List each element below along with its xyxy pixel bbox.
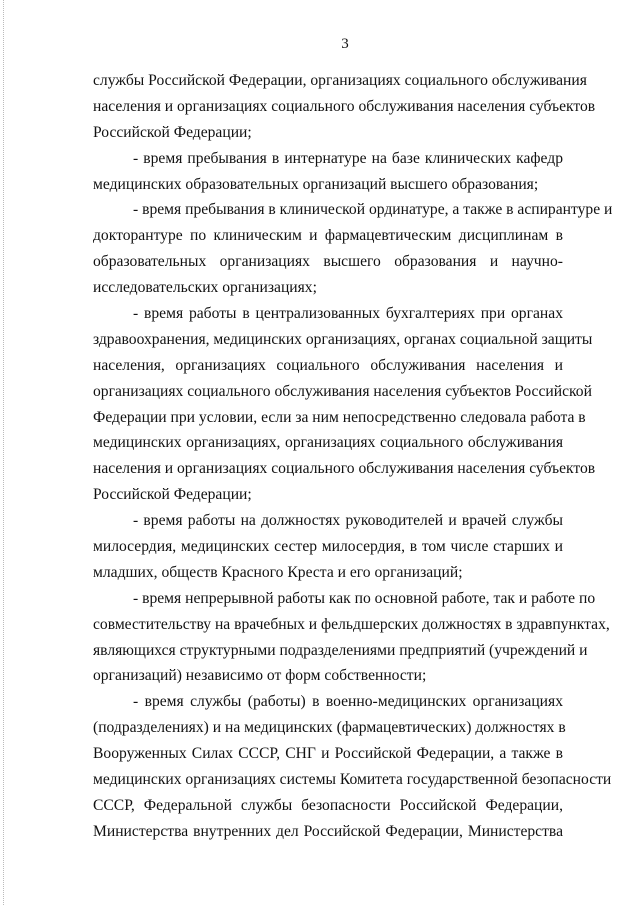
text-line: населения, организациях социального обслуживания населения и (93, 356, 563, 374)
text-line: являющихся структурными подразделениями предприятий (учреждений и (93, 641, 588, 659)
text-line: населения и организациях социального обслуживания населения субъектов (93, 97, 596, 115)
text-line: Российской Федерации; (93, 123, 252, 141)
text-line: медицинских образовательных организаций высшего образования; (93, 175, 539, 193)
text-line: здравоохранения, медицинских организациях, органах социальной защиты (93, 330, 593, 348)
text-line: образовательных организациях высшего образования и научно- (93, 253, 563, 271)
text-line: - время работы в централизованных бухгалтериях при органах (133, 305, 563, 323)
text-line: населения и организациях социального обслуживания населения субъектов (93, 460, 596, 478)
text-line: - время службы (работы) в военно-медицинских организациях (133, 693, 563, 711)
text-line: - время непрерывной работы как по основной работе, так и работе по (133, 589, 596, 607)
text-line: службы Российской Федерации, организациях социального обслуживания (93, 72, 587, 89)
document-body (93, 68, 613, 845)
text-line: организаций) независимо от форм собственности; (93, 667, 427, 685)
text-line: медицинских организациях, организациях социального обслуживания (93, 434, 563, 452)
page-number: 3 (341, 36, 349, 52)
scan-edge (3, 0, 4, 905)
text-line: Вооруженных Силах СССР, СНГ и Российской Федерации, а также в (93, 745, 563, 763)
text-line: - время пребывания в интернатуре на базе клинических кафедр (133, 149, 563, 167)
text-line: совместительству на врачебных и фельдшерских должностях в здравпунктах, (93, 615, 610, 633)
text-line: милосердия, медицинских сестер милосердия, в том числе старших и (93, 538, 563, 556)
text-line: медицинских организациях системы Комитета государственной безопасности (93, 771, 612, 789)
text-line: исследовательских организациях; (93, 279, 317, 297)
text-line: - время пребывания в клинической ординатуре, а также в аспирантуре и (133, 201, 613, 219)
text-line: организациях социального обслуживания населения субъектов Российской (93, 382, 592, 400)
text-line: Федерации при условии, если за ним непосредственно следовала работа в (93, 408, 586, 426)
text-line: (подразделениях) и на медицинских (фармацевтических) должностях в (93, 719, 566, 737)
text-line: Российской Федерации; (93, 486, 252, 504)
text-line: - время работы на должностях руководителей и врачей службы (133, 512, 563, 530)
text-line: СССР, Федеральной службы безопасности Российской Федерации, (93, 796, 563, 814)
text-line: Министерства внутренних дел Российской Федерации, Министерства (93, 822, 563, 840)
text-line: докторантуре по клиническим и фармацевтическим дисциплинам в (93, 227, 563, 245)
text-line: младших, обществ Красного Креста и его организаций; (93, 563, 463, 581)
